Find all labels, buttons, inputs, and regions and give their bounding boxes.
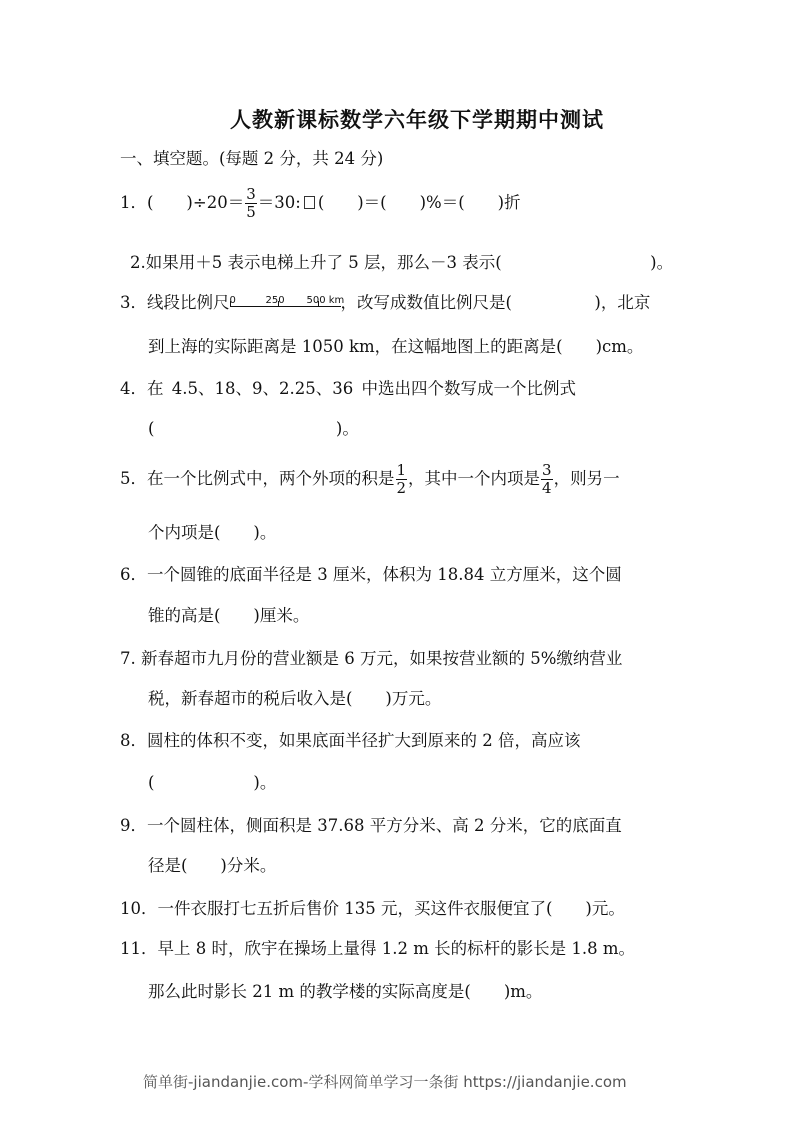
box-icon: [304, 196, 315, 209]
question-4-line-1: 4．在 4.5、18、9、2.25、36 中选出四个数写成一个比例式: [120, 379, 576, 398]
q5-fraction-2: [541, 462, 553, 497]
section-heading: 一、填空题。(每题 2 分，共 24 分): [120, 149, 384, 168]
q5-fraction-2-denominator: 4: [542, 479, 552, 497]
scale-label: 250: [265, 294, 285, 306]
footer-watermark: 简单街-jiandanjie.com-学科网简单学习一条街 https://jiandanjie.com: [143, 1073, 627, 1091]
q1-middle: ＝30:: [257, 193, 301, 212]
q5-fraction-1: [396, 462, 408, 497]
question-9-line-2: 径是( )分米。: [148, 856, 277, 875]
question-6-line-2: 锥的高是( )厘米。: [148, 606, 310, 625]
q1-suffix: ( )＝( )%＝( )折: [317, 193, 521, 212]
q1-fraction-numerator: 3: [246, 185, 256, 203]
q5-fraction-2-numerator: 3: [542, 461, 552, 479]
question-10: 10．一件衣服打七五折后售价 135 元，买这件衣服便宜了( )元。: [120, 899, 625, 918]
question-11-line-1: 11．早上 8 时，欣宇在操场上量得 1.2 m 长的标杆的影长是 1.8 m。: [120, 939, 635, 958]
question-9-line-1: 9．一个圆柱体，侧面积是 37.68 平方分米、高 2 分米，它的底面直: [120, 816, 622, 835]
question-3-line-2: 到上海的实际距离是 1050 km，在这幅地图上的距离是( )cm。: [148, 337, 644, 356]
question-11-line-2: 那么此时影长 21 m 的教学楼的实际高度是( )m。: [148, 982, 543, 1001]
question-8-line-1: 8．圆柱的体积不变，如果底面半径扩大到原来的 2 倍，高应该: [120, 731, 581, 750]
q5-suffix: ，则另一: [553, 469, 620, 488]
q5-prefix: 5．在一个比例式中，两个外项的积是: [120, 469, 395, 488]
scale-bar-diagram: [229, 293, 345, 315]
q5-fraction-1-numerator: 1: [396, 461, 407, 479]
q1-fraction-denominator: 5: [246, 203, 256, 221]
scale-label: 500 km: [306, 294, 345, 306]
q5-middle: ，其中一个内项是: [408, 469, 541, 488]
question-5-line-1: [120, 462, 620, 497]
question-8-line-2: ( )。: [148, 773, 277, 792]
question-5-line-2: 个内项是( )。: [148, 523, 277, 542]
page-title: 人教新课标数学六年级下学期期中测试: [230, 107, 604, 132]
q1-prefix: 1．( )÷20＝: [120, 193, 245, 212]
question-7-line-1: 7. 新春超市九月份的营业额是 6 万元，如果按营业额的 5%缴纳营业: [120, 649, 623, 668]
q5-fraction-1-denominator: 2: [396, 479, 407, 497]
scale-label: 0: [229, 294, 236, 306]
q3-prefix: 3．线段比例尺: [120, 293, 230, 312]
q1-fraction: [245, 186, 257, 221]
question-2: 2.如果用＋5 表示电梯上升了 5 层，那么－3 表示( )。: [130, 253, 674, 272]
q3-suffix: ，改写成数值比例尺是( )，北京: [340, 293, 651, 312]
question-4-line-2: ( )。: [148, 419, 359, 438]
question-3-line-1: [120, 292, 650, 315]
question-6-line-1: 6．一个圆锥的底面半径是 3 厘米，体积为 18.84 立方厘米，这个圆: [120, 565, 622, 584]
question-7-line-2: 税，新春超市的税后收入是( )万元。: [148, 689, 442, 708]
question-1: [120, 186, 521, 221]
